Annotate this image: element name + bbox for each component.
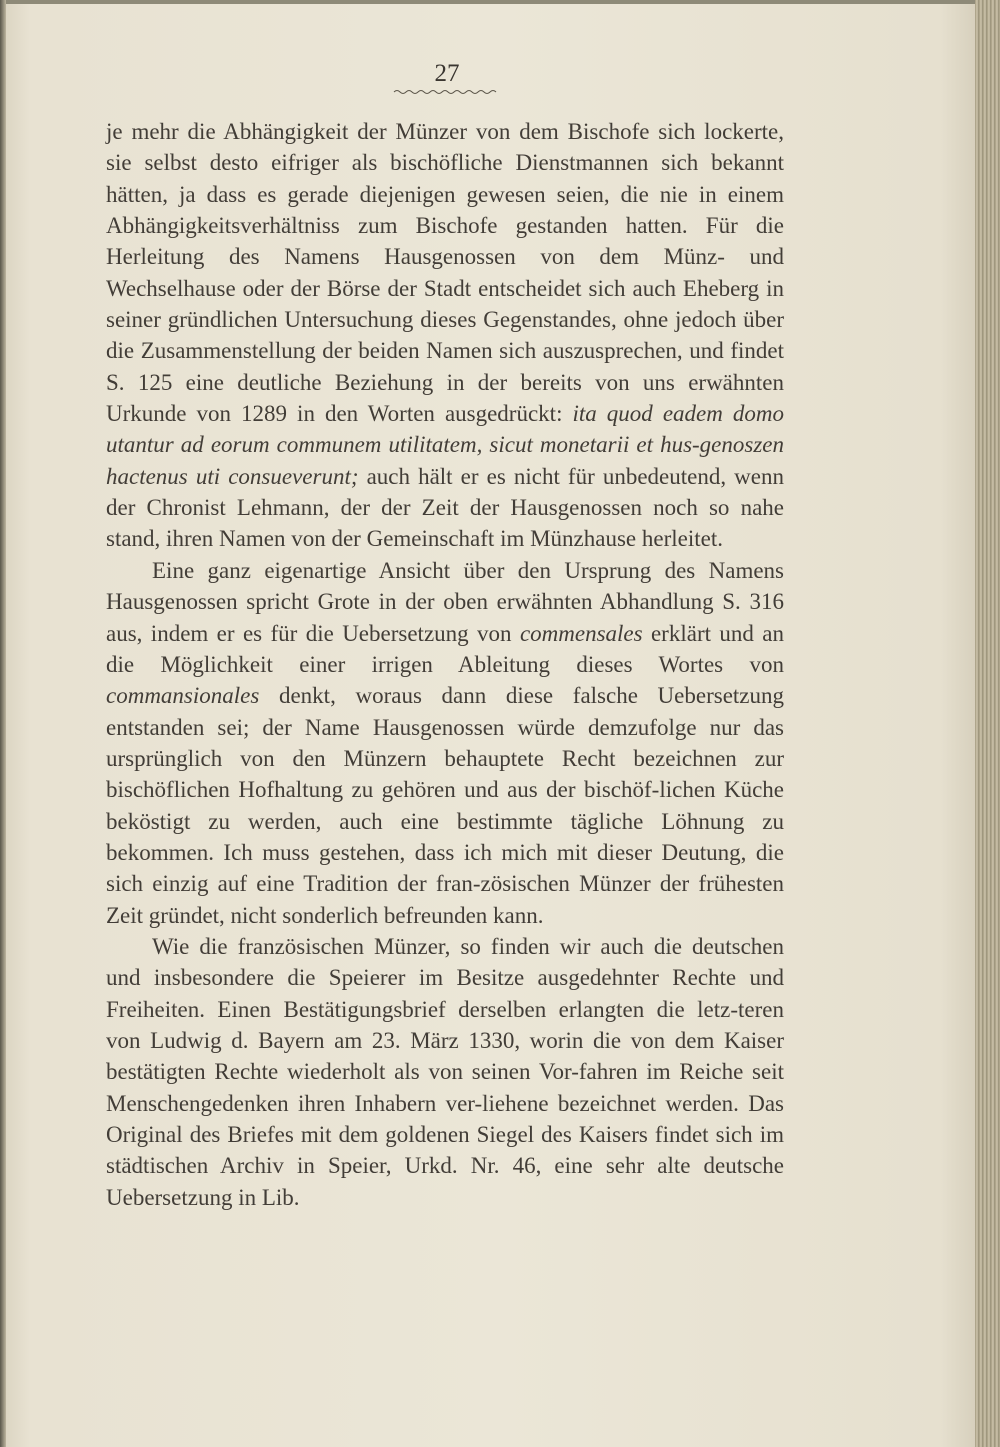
book-fore-edge [975, 0, 1000, 1447]
body-text [106, 116, 784, 1213]
text-run: erklärt und an die Möglichkeit einer irrigen Ableitung dieses Wortes von [106, 620, 784, 677]
text-run: Wie die französischen Münzer, so finden wir auch die deutschen und insbesondere die Speierer im Besitze ausgedehnter Rechte und Freiheiten. Einen Bestätigungsbrief derselben erlangten die letz-teren von Ludwig d. Bayern am 23. März 1330, worin die von dem Kaiser bestätigten Rechte wiederholt als von seinen Vor-fahren im Reiche seit Menschengedenken ihren Inhabern ver-liehene bezeichnet werden. Das Original des Briefes mit dem goldenen Siegel des Kaisers findet sich im städtischen Archiv in Speier, Urkd. Nr. 46, eine sehr alte deutsche Uebersetzung in Lib. [106, 933, 784, 1210]
italic-run: ita quod eadem domo utantur ad eorum communem utilitatem, sicut monetarii et hus-genoszen hactenus uti consueverunt; [106, 401, 784, 489]
page-number: 27 [434, 60, 460, 87]
paragraph-p2 [106, 555, 784, 931]
paragraph-p1 [106, 116, 784, 555]
binding-edge [0, 0, 6, 1447]
italic-run: commansionales [106, 683, 260, 709]
page-top-edge [0, 0, 975, 4]
page-header [392, 60, 502, 96]
wavy-rule-ornament [392, 88, 502, 96]
text-run: denkt, woraus dann diese falsche Uebersetzung entstanden sei; der Name Hausgenossen würde demzufolge nur das ursprünglich von den Münzern behauptete Recht bezeichnen zur bischöflichen Hofhaltung zu gehören und aus der bischöf-lichen Küche beköstigt zu werden, auch eine bestimmte tägliche Löhnung zu bekommen. Ich muss gestehen, dass ich mich mit dieser Deutung, die sich einzig auf eine Tradition der fran-zösischen Münzer der frühesten Zeit gründet, nicht sonderlich befreunden kann. [106, 683, 784, 928]
italic-run: commensales [519, 620, 643, 646]
paragraph-p3 [106, 931, 784, 1213]
text-run: auch hält er es nicht für unbedeutend, wenn der Chronist Lehmann, der der Zeit der Hausgenossen noch so nahe stand, ihren Namen von der Gemeinschaft im Münzhause herleitet. [106, 463, 784, 552]
text-run: je mehr die Abhängigkeit der Münzer von dem Bischofe sich lockerte, sie selbst desto eifriger als bischöfliche Dienstmannen sich bekannt hätten, ja dass es gerade diejenigen gewesen seien, die nie in einem Abhängigkeitsverhältniss zum Bischofe gestanden hatten. Für die Herleitung des Namens Hausgenossen von dem Münz- und Wechselhause oder der Börse der Stadt entscheidet sich auch Eheberg in seiner gründlichen Untersuchung dieses Gegenstandes, ohne jedoch über die Zusammenstellung der beiden Namen sich auszusprechen, und findet S. 125 eine deutliche Beziehung in der bereits von uns erwähnten Urkunde von 1289 in den Worten ausgedrückt: [106, 119, 784, 427]
text-run: Eine ganz eigenartige Ansicht über den Ursprung des Namens Hausgenossen spricht Grote in der oben erwähnten Abhandlung S. 316 aus, indem er es für die Uebersetzung von [106, 557, 784, 646]
